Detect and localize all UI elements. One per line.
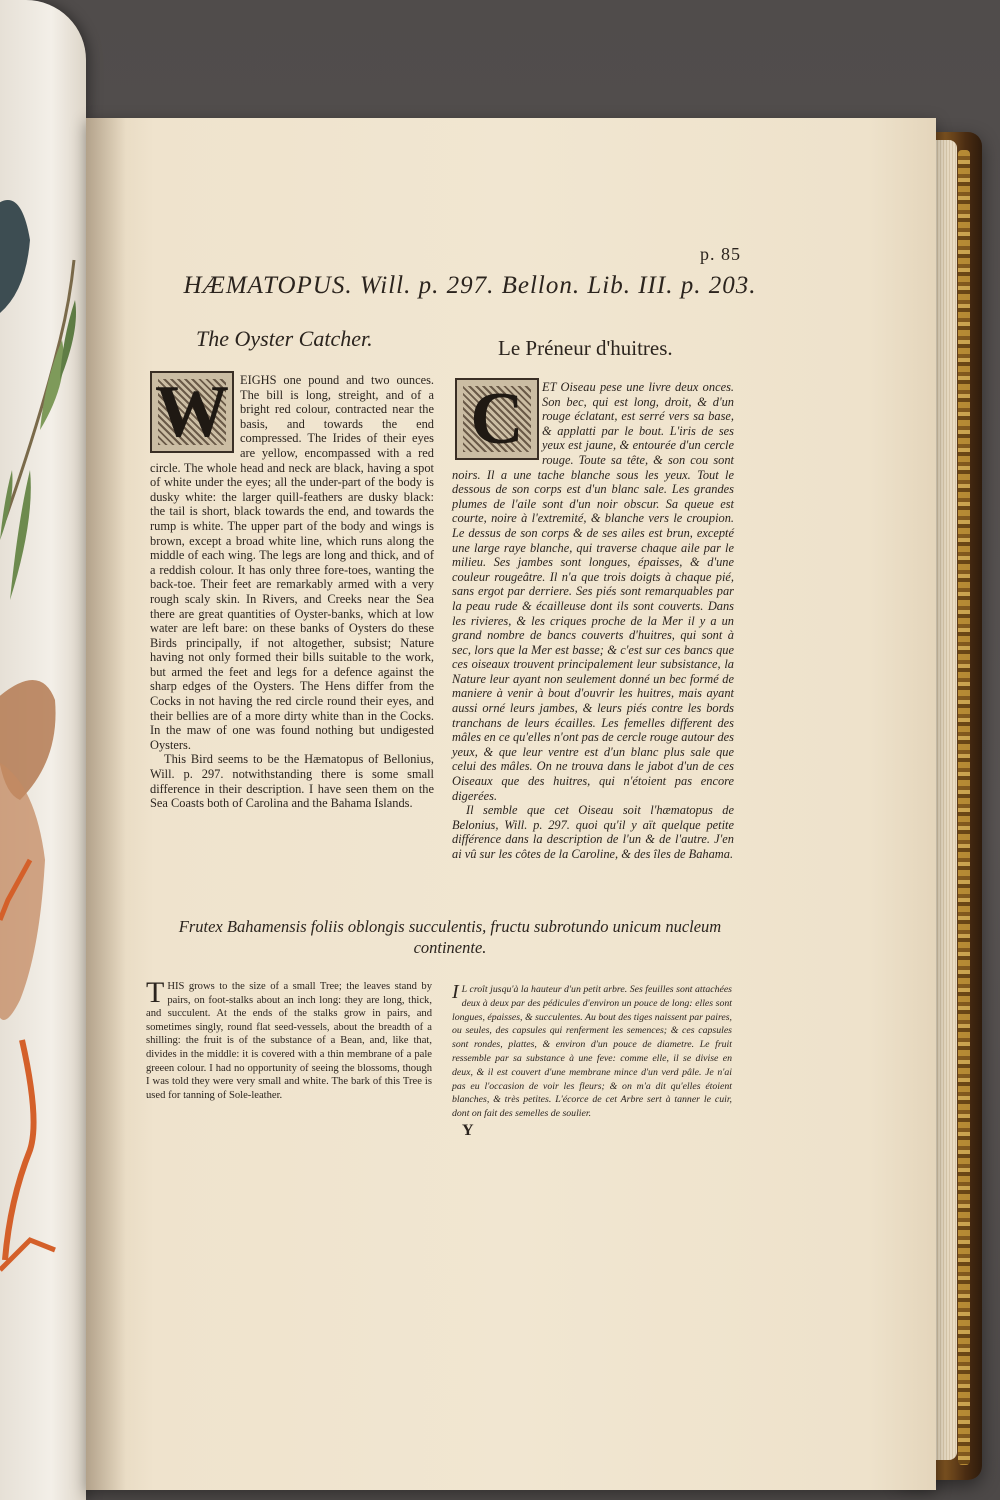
plant-french-body: L croît jusqu'à la hauteur d'un petit arbre. Ses feuilles sont attachées deux à deux par des pédicules d'environ un pouce de long: elles sont longues, épaisses, & succulentes. Au bout des tiges naissent par paires, ou seules, des capsules qui renferment les semences; & ces capsules sont rondes, plattes, & environ d'un pouce de diametre. Le fruit ressemble par sa substance à une feve: comme elle, il se divise en deux, & il est couvert d'une membrane mince d'un verd pâle. Je n'ai pas eu l'occasion de voir les fleurs; & on m'a dit qu'elles étoient blanches, & très petites. L'écorce de cet Arbre sert à tanner le cuir, dont on fait des semelles de soulier. [452,984,732,1120]
dropcap-letter: C [470,378,524,460]
plant-stem [5,260,74,520]
english-paragraph-2: This Bird seems to be the Hæmatopus of Bellonius, Will. p. 297. notwithstanding there is some small difference in their description. I have seen them on the Sea Coasts both of Carolina and the Bahama Islands. [150,752,434,811]
french-paragraph-1: ET Oiseau pese une livre deux onces. Son bec, qui est long, droit, & d'un rouge éclatant, est serré vers sa base, & applatti par le bout. L'iris de ses yeux est jaune, & entourée d'un cercle rouge. Toute sa tête, & son cou sont noirs. Il a une tache blanche sous les yeux. Tout le dessous de son corps est d'un blanc sale. Les grandes plumes de l'aile sont d'un noir obscur. Sa queue est courte, noire à l'extremité, & blanche vers le croupion. Le dessus de son corps & de ses ailes est brun, excepté une large raye blanche, qui traverse chaque aile par le milieu. Ses jambes sont longues, épaisses, & d'une couleur rougeâtre. Il n'a que trois doigts à chaque pié, sans ergot par derriere. Ses piés sont remarquables par la peau rude & écailleuse dont ils sont couverts. Dans les rivieres, & les criques proche de la Mer il y a un grand nombre de bancs couverts d'huitres, qui sont à sec, lors que la Mer est basse; & c'est sur ces bancs que ces oiseaux trouvent principalement leur subsistance, la Nature leur ayant non seulement donné un bec formé de maniere à venir à bout d'ouvrir les huitres, mais ayant aussi orné leurs jambes, & leurs piés contre les bords tranchans de leurs écailles. Les femelles different des mâles en ce qu'elles n'ont pas de cercle rouge autour des yeux, & que leur ventre est d'un blanc plus sale que celui des mâles. On ne trouva dans le jabot d'un de ces Oiseaux que des huitres, qui n'étoient pas encore digerées. [452,380,734,803]
french-heading: Le Préneur d'huitres. [498,336,673,360]
plant-title: Frutex Bahamensis foliis oblongis succulentis, fructu subrotundo unicum nucleum continente. [178,917,722,957]
facing-plate [0,0,86,1500]
dropcap-space [150,373,240,459]
leaf-3 [60,300,76,380]
dropcap-letter: W [155,371,229,453]
plant-french-initial: I [452,981,459,1003]
leaf-1 [10,470,31,600]
page-number: p. 85 [700,244,741,264]
plant-english-initial: T [146,976,165,1009]
english-paragraph-1: EIGHS one pound and two ounces. The bill is long, streight, and of a bright red colour, contracted near the basis, and towards the end compressed. The Irides of their eyes are yellow, encompassed with a red circle. The whole head and neck are black, having a spot of white under the eyes; all the under-part of the body is dusky white: the larger quill-feathers are dusky black: the tail is short, black towards the end, and towards the rump is white. The upper part of the body and wings is brown, except a broad white line, which runs along the middle of each wing. The legs are long and thick, and of a reddish colour. It has only three fore-toes, wanting the back-toe. Their feet are remarkably armed with a very rough scaly skin. In Rivers, and Creeks near the Sea there are great quantities of Oyster-banks, which at low water are left bare: on these banks of Oysters do these Birds principally, if not altogether, subsist; Nature having not only formed their bills suitable to the work, but armed the feet and legs for a defence against the sharp edges of the Oysters. The Hens differ from the Cocks in not having the red circle round their eyes, and their bellies are of a more dirty white than in the Cocks. In the maw of one was found nothing but undigested Oysters. [150,373,434,752]
page-gutter-shadow [86,118,126,1490]
bird-leg-lower [5,1040,34,1260]
main-title: HÆMATOPUS. Will. p. 297. Bellon. Lib. III. p. 203. [183,272,757,299]
dropcap-space [452,380,542,464]
bird-head-sketch [0,200,30,320]
leaf-2 [40,340,64,430]
signature-mark: Y [462,1122,474,1139]
french-column [452,380,734,862]
gilt-spine-edge [958,150,970,1465]
plant-french-text [452,983,732,1121]
french-paragraph-2: Il semble que cet Oiseau soit l'hæmatopus de Belonius, Will. p. 297. quoi qu'il y aït quelque petite différence dans la description de l'un & de l'autre. J'en ai vû sur les côtes de la Caroline, & des îles de Bahama. [452,803,734,861]
english-column [150,373,434,811]
bird-underside [0,760,45,1020]
english-heading: The Oyster Catcher. [196,326,373,351]
plate-illustration [0,0,86,1500]
plant-english-body: HIS grows to the size of a small Tree; the leaves stand by pairs, on foot-stalks about an inch long: they are long, thick, and succulent. At the ends of the stalks grow in pairs, and sometimes singly, round flat seed-vessels, about the breadth of a shilling: the fruit is of the substance of a Bean, and, like that, divides in the middle: it is covered with a thin membrane of a pale greeen colour. I had no opportunity of seeing the blossoms, though I was told they were very small and white. The bark of this Tree is used for tanning of Sole-leather. [146,981,432,1101]
plant-english-text [146,976,432,1102]
